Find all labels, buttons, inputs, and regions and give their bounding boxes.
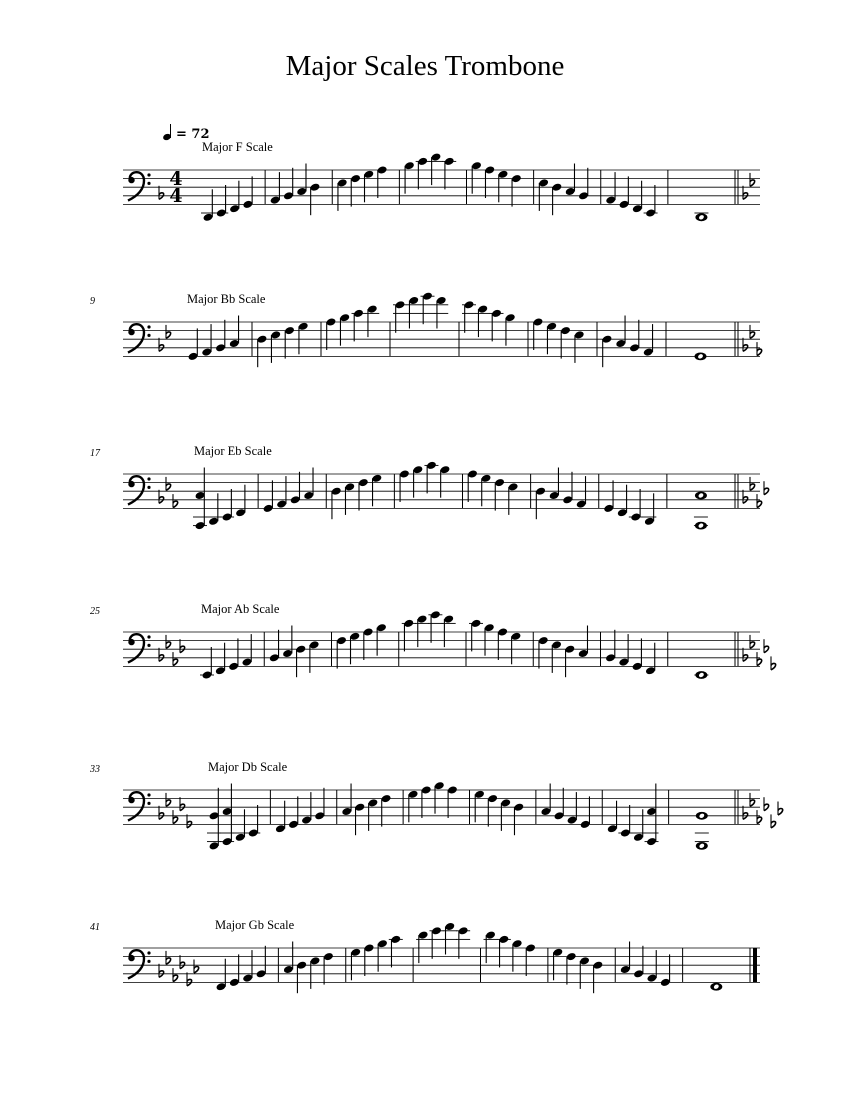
quarter-note	[456, 926, 470, 959]
scale-label: Major Db Scale	[208, 760, 288, 774]
key-signature-flat	[166, 951, 171, 965]
quarter-note	[660, 954, 671, 987]
measure	[484, 930, 536, 976]
scale-label: Major Eb Scale	[194, 444, 272, 458]
key-signature-flat	[194, 960, 199, 974]
scale-label: Major Ab Scale	[201, 602, 280, 616]
measure	[283, 942, 334, 994]
quarter-note	[579, 956, 590, 989]
quarter-note	[323, 952, 334, 985]
quarter-note	[242, 950, 253, 983]
quarter-note	[443, 922, 457, 955]
scale-label: Major Bb Scale	[187, 292, 266, 306]
quarter-note	[216, 959, 227, 992]
quarter-note	[429, 926, 443, 959]
scale-label: Major Gb Scale	[215, 918, 295, 932]
measure-number: 33	[90, 764, 100, 775]
key-signature-flat	[173, 968, 178, 982]
quarter-note	[497, 935, 511, 968]
quarter-note	[229, 954, 240, 987]
svg-text:4: 4	[169, 168, 183, 190]
final-barline	[753, 948, 757, 982]
quarter-note	[310, 956, 321, 989]
quarter-note	[633, 946, 644, 979]
quarter-note	[377, 939, 388, 972]
quarter-note	[350, 948, 361, 981]
quarter-note	[256, 946, 267, 979]
quarter-note	[525, 943, 536, 976]
measure-number: 9	[90, 296, 95, 307]
measure	[710, 983, 722, 991]
quarter-note	[364, 943, 375, 976]
quarter-note	[416, 930, 430, 963]
svg-text:4: 4	[169, 185, 183, 207]
quarter-note	[566, 952, 577, 985]
quarter-note	[283, 942, 294, 975]
scale-label: Major F Scale	[202, 140, 273, 154]
page-title: Major Scales Trombone	[285, 50, 565, 82]
quarter-note	[620, 942, 631, 975]
bass-clef-icon	[128, 950, 151, 978]
whole-note	[710, 983, 722, 991]
quarter-note	[592, 961, 603, 994]
key-signature-flat	[180, 955, 185, 969]
key-signature-flat	[187, 972, 192, 986]
measure	[216, 946, 267, 992]
measure-number: 41	[90, 922, 100, 933]
quarter-note	[512, 939, 523, 972]
quarter-note	[646, 950, 657, 983]
key-signature-flat	[159, 964, 164, 978]
quarter-note	[552, 948, 563, 981]
measure-number: 25	[90, 606, 100, 617]
measure	[552, 948, 603, 994]
quarter-note	[484, 930, 498, 963]
measure-number: 17	[90, 448, 100, 459]
tempo-value: = 72	[176, 127, 210, 142]
quarter-note	[296, 961, 307, 994]
quarter-note	[389, 935, 403, 968]
